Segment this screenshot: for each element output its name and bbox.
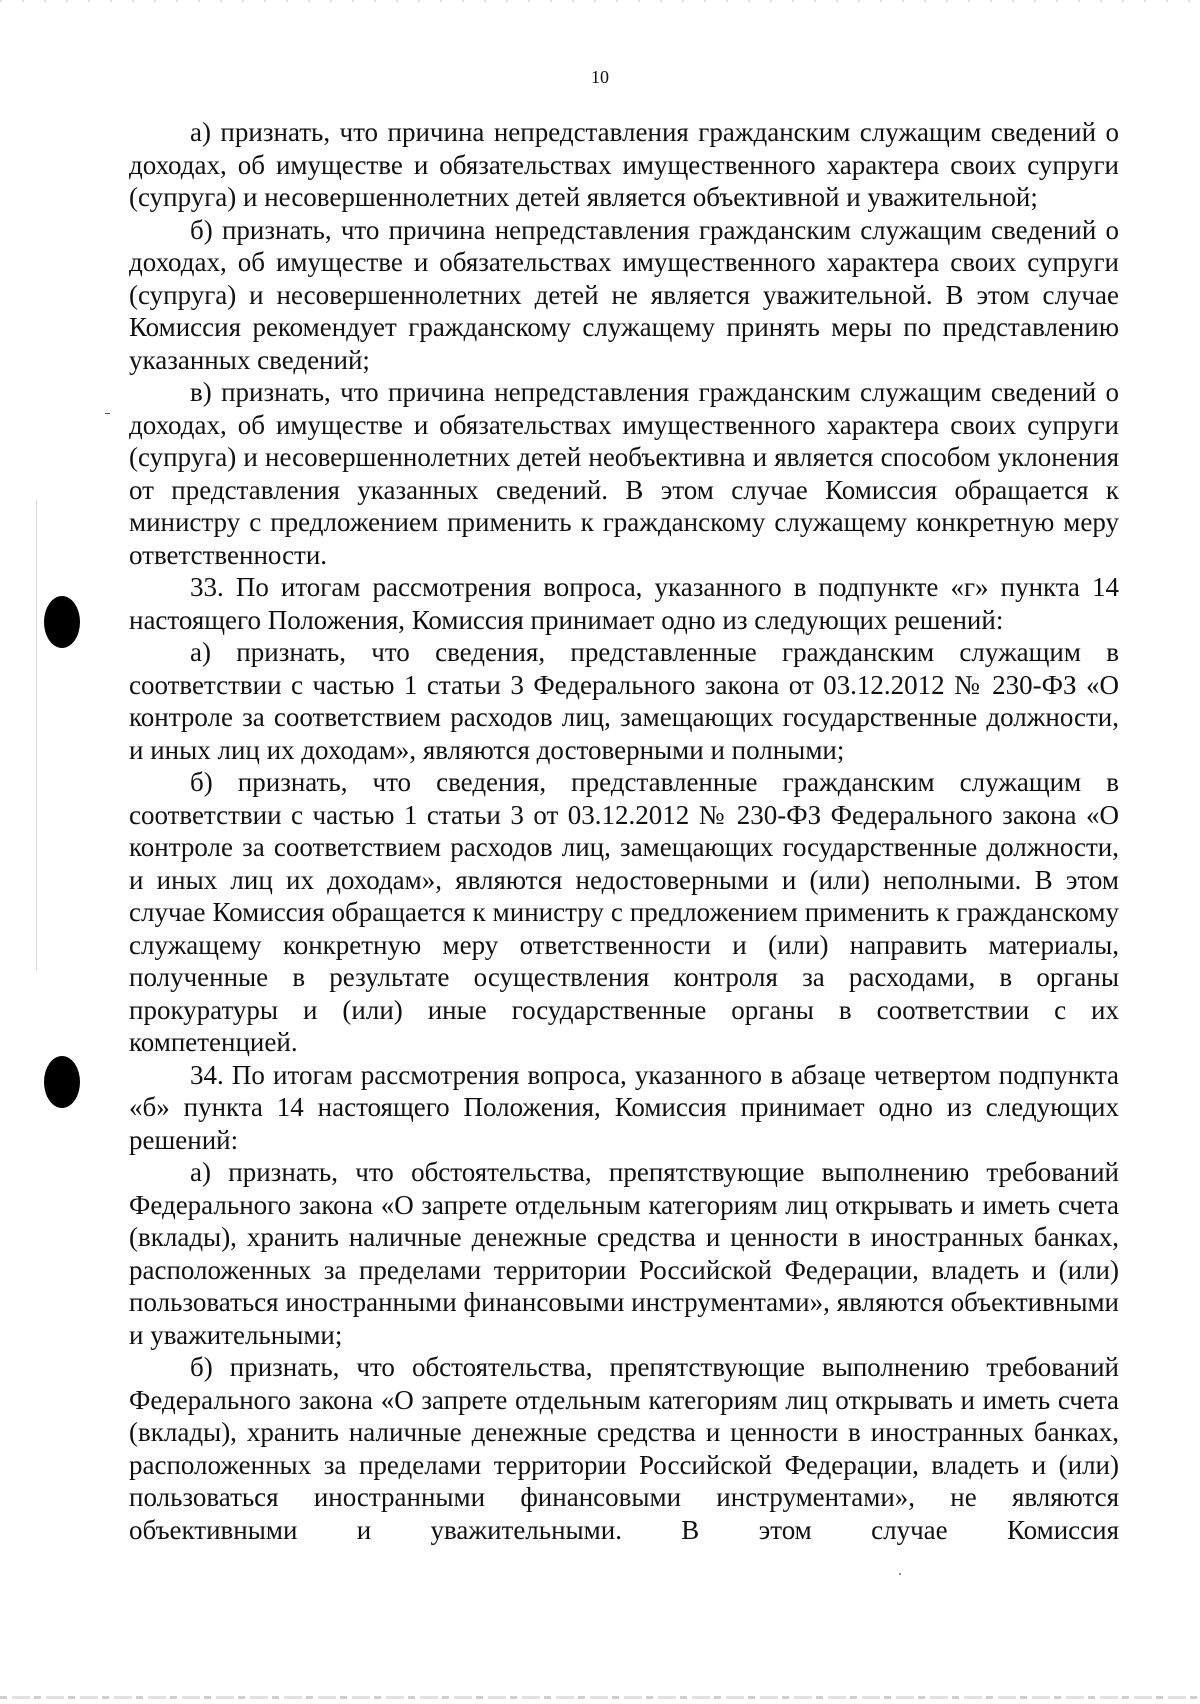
paragraph-33a: а) признать, что сведения, представленные гражданским служащим в соответствии с частью 1 статьи 3 Федерального закона от 03.12.2012 № 230-ФЗ «О контроле за соответствием расходов лиц, замещающих государственные должности, и иных лиц их доходам», являются достоверными и полными; — [129, 637, 1119, 765]
paragraph-32b: б) признать, что причина непредставления гражданским служащим сведений о доходах, об имуществе и обязательствах имущественного характера своих супруги (супруга) и несовершеннолетних детей не является уважительной. В этом случае Комиссия рекомендует гражданскому служащему принять меры по представлению указанных сведений; — [129, 214, 1119, 375]
scan-top-edge-noise — [0, 0, 1200, 2]
scan-bottom-edge-noise — [0, 1696, 1200, 1699]
punch-hole-bottom — [44, 1056, 80, 1108]
document-body — [129, 116, 1119, 1546]
paragraph-33b: б) признать, что сведения, представленные гражданским служащим в соответствии с частью 1 статьи 3 от 03.12.2012 № 230-ФЗ Федерального закона «О контроле за соответствием расходов лиц, замещающих государственные должности, и иных лиц их доходам», являются недостоверными и (или) неполными. В этом случае Комиссия обращается к министру с предложением применить к гражданскому служащему конкретную меру ответственности и (или) направить материалы, полученные в результате осуществления контроля за расходами, в органы прокуратуры и (или) иные государственные органы в соответствии с их компетенцией. — [129, 767, 1119, 1057]
paragraph-34b: б) признать, что обстоятельства, препятствующие выполнению требований Федерального закона «О запрете отдельным категориям лиц открывать и иметь счета (вклады), хранить наличные денежные средства и ценности в иностранных банках, расположенных за пределами территории Российской Федерации, владеть и (или) пользоваться иностранными финансовыми инструментами», не являются объективными и уважительными. В этом случае Комиссия — [129, 1352, 1119, 1545]
paragraph-33: 33. По итогам рассмотрения вопроса, указанного в подпункте «г» пункта 14 настоящего Положения, Комиссия принимает одно из следующих решений: — [129, 572, 1119, 635]
scan-mark — [105, 413, 110, 414]
scan-speck — [899, 1573, 901, 1575]
paragraph-32a: а) признать, что причина непредставления гражданским служащим сведений о доходах, об имуществе и обязательствах имущественного характера своих супруги (супруга) и несовершеннолетних детей является объективной и уважительной; — [129, 117, 1119, 212]
paragraph-32v: в) признать, что причина непредставления гражданским служащим сведений о доходах, об имуществе и обязательствах имущественного характера своих супруги (супруга) и несовершеннолетних детей необъективна и является способом уклонения от представления указанных сведений. В этом случае Комиссия обращается к министру с предложением применить к гражданскому служащему конкретную меру ответственности. — [129, 377, 1119, 570]
page-number: 10 — [591, 67, 609, 87]
scan-left-edge-line — [36, 500, 37, 970]
punch-hole-top — [44, 596, 80, 648]
paragraph-34a: а) признать, что обстоятельства, препятствующие выполнению требований Федерального закона «О запрете отдельным категориям лиц открывать и иметь счета (вклады), хранить наличные денежные средства и ценности в иностранных банках, расположенных за пределами территории Российской Федерации, владеть и (или) пользоваться иностранными финансовыми инструментами», являются объективными и уважительными; — [129, 1157, 1119, 1350]
paragraph-34: 34. По итогам рассмотрения вопроса, указанного в абзаце четвертом подпункта «б» пункта 14 настоящего Положения, Комиссия принимает одно из следующих решений: — [129, 1059, 1119, 1155]
